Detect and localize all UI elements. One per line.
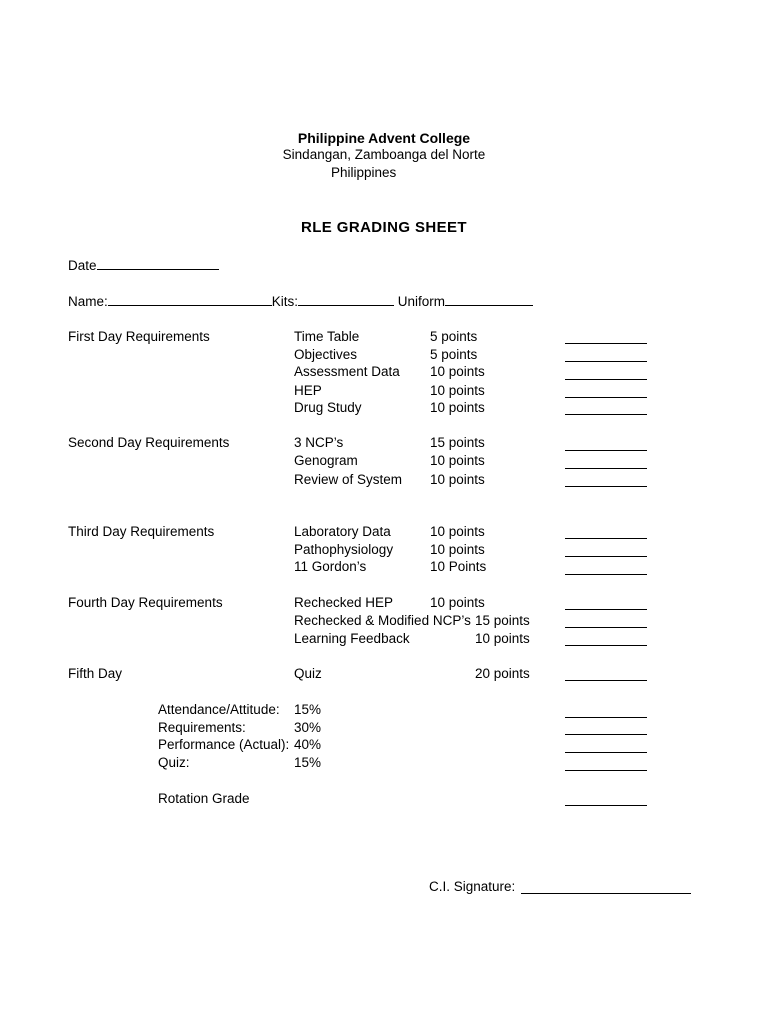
weight-value: 40% xyxy=(294,737,322,752)
item-points: 15 points xyxy=(475,613,530,628)
score-blank[interactable] xyxy=(565,361,647,362)
institution-name: Philippine Advent College xyxy=(297,130,471,146)
date-blank[interactable] xyxy=(97,258,219,270)
item-name: HEP xyxy=(294,383,322,398)
section-label-day5: Fifth Day xyxy=(68,666,123,681)
kits-label: Kits: xyxy=(271,294,299,309)
section-label-day1: First Day Requirements xyxy=(68,329,210,344)
section-label-day3: Third Day Requirements xyxy=(68,524,215,539)
weight-label: Attendance/Attitude: xyxy=(158,702,280,717)
name-kits-uniform-row xyxy=(68,294,533,310)
address-line-2: Philippines xyxy=(331,165,397,180)
score-blank[interactable] xyxy=(565,450,647,451)
weight-label: Quiz: xyxy=(158,755,190,770)
date-label: Date xyxy=(68,258,97,273)
score-blank[interactable] xyxy=(565,609,647,610)
item-name: 11 Gordon’s xyxy=(294,559,367,574)
item-points: 10 points xyxy=(430,542,485,557)
item-points: 20 points xyxy=(475,666,530,681)
rotation-grade-label: Rotation Grade xyxy=(158,791,250,806)
score-blank[interactable] xyxy=(565,556,647,557)
item-name: Drug Study xyxy=(294,400,362,415)
item-points: 15 points xyxy=(430,435,485,450)
weight-label: Requirements: xyxy=(158,720,246,735)
score-blank[interactable] xyxy=(565,627,647,628)
rotation-grade-blank[interactable] xyxy=(565,805,647,806)
score-blank[interactable] xyxy=(565,717,647,718)
item-name: Laboratory Data xyxy=(294,524,391,539)
signature-label: C.I. Signature: xyxy=(429,879,516,894)
section-label-day2: Second Day Requirements xyxy=(68,435,230,450)
sheet-title: RLE GRADING SHEET xyxy=(301,219,467,236)
score-blank[interactable] xyxy=(565,379,647,380)
item-name: Review of System xyxy=(294,472,403,487)
item-points: 5 points xyxy=(430,329,478,344)
item-points: 10 points xyxy=(430,453,485,468)
item-points: 10 points xyxy=(430,472,485,487)
item-name: 3 NCP’s xyxy=(294,435,344,450)
item-name: Time Table xyxy=(294,329,360,344)
score-blank[interactable] xyxy=(565,397,647,398)
score-blank[interactable] xyxy=(565,343,647,344)
item-points: 10 points xyxy=(430,595,485,610)
weight-label: Performance (Actual): xyxy=(158,737,290,752)
item-name: Rechecked HEP xyxy=(294,595,394,610)
section-label-day4: Fourth Day Requirements xyxy=(68,595,223,610)
weight-value: 15% xyxy=(294,702,322,717)
item-name: Pathophysiology xyxy=(294,542,394,557)
signature-blank[interactable] xyxy=(521,893,691,894)
item-name: Objectives xyxy=(294,347,358,362)
name-blank[interactable] xyxy=(108,294,272,306)
item-name: Assessment Data xyxy=(294,364,400,379)
item-name: Quiz xyxy=(294,666,322,681)
item-points: 10 points xyxy=(475,631,530,646)
address-line-1: Sindangan, Zamboanga del Norte xyxy=(282,147,486,162)
item-points: 10 points xyxy=(430,400,485,415)
weight-value: 30% xyxy=(294,720,322,735)
uniform-blank[interactable] xyxy=(445,294,533,306)
kits-blank[interactable] xyxy=(298,294,394,306)
score-blank[interactable] xyxy=(565,752,647,753)
item-points: 10 points xyxy=(430,383,485,398)
score-blank[interactable] xyxy=(565,770,647,771)
item-points: 10 Points xyxy=(430,559,487,574)
date-field[interactable] xyxy=(68,258,219,274)
weight-value: 15% xyxy=(294,755,322,770)
name-label: Name: xyxy=(68,294,108,309)
item-points: 10 points xyxy=(430,524,485,539)
item-name: Learning Feedback xyxy=(294,631,410,646)
score-blank[interactable] xyxy=(565,538,647,539)
item-points: 10 points xyxy=(430,364,485,379)
score-blank[interactable] xyxy=(565,680,647,681)
item-name: Rechecked & Modified NCP’s xyxy=(294,613,471,628)
uniform-label: Uniform xyxy=(397,294,446,309)
score-blank[interactable] xyxy=(565,486,647,487)
item-name: Genogram xyxy=(294,453,358,468)
score-blank[interactable] xyxy=(565,574,647,575)
item-points: 5 points xyxy=(430,347,478,362)
score-blank[interactable] xyxy=(565,645,647,646)
score-blank[interactable] xyxy=(565,468,647,469)
score-blank[interactable] xyxy=(565,734,647,735)
score-blank[interactable] xyxy=(565,414,647,415)
